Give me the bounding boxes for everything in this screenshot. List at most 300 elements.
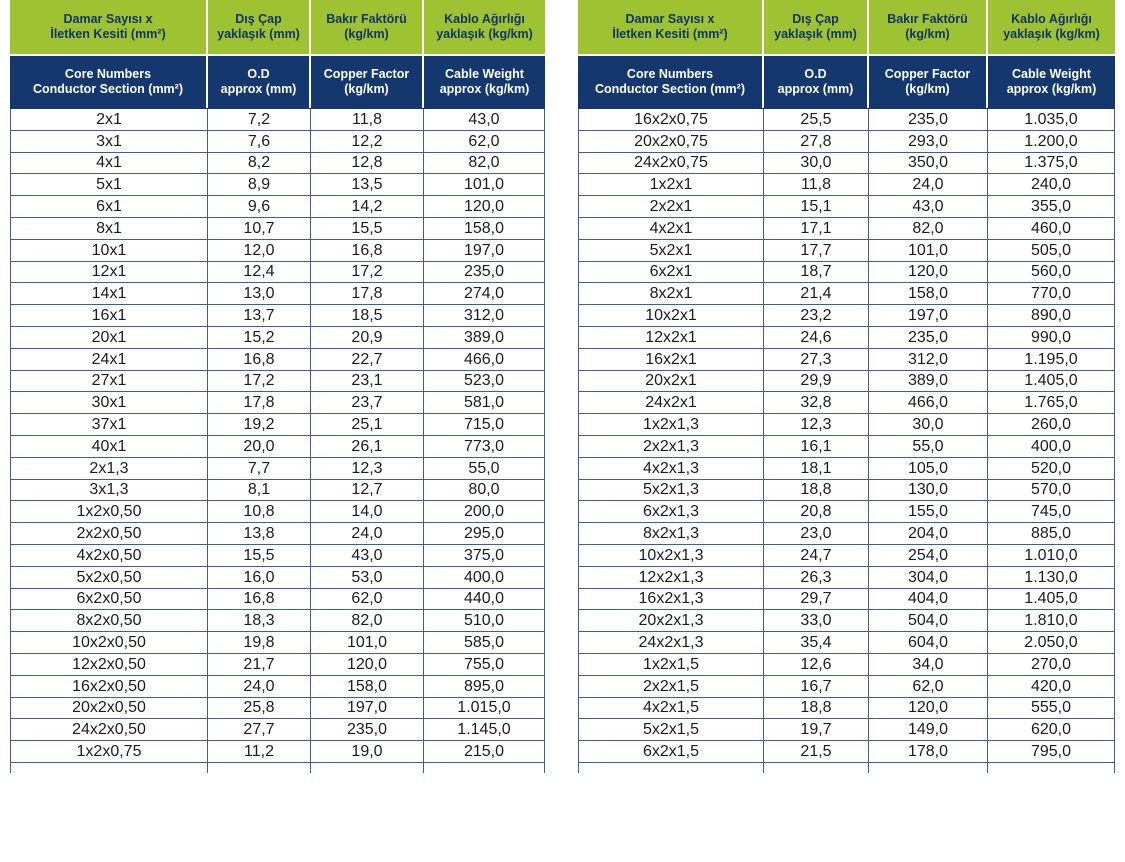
core-section-header-en — [10, 56, 208, 108]
outer-diameter-cell: 13,8 — [208, 523, 311, 545]
cable-weight-cell: 215,0 — [424, 741, 545, 763]
core-section-cell: 6x2x1,5 — [578, 741, 764, 763]
table-body — [578, 108, 1115, 773]
cable-table-left — [10, 0, 545, 773]
copper-factor-cell: 19,0 — [311, 741, 424, 763]
core-section-cell: 24x2x0,50 — [10, 719, 208, 741]
empty-cell — [988, 763, 1115, 773]
table-row — [578, 218, 1115, 240]
copper-factor-cell: 12,8 — [311, 153, 424, 175]
core-section-cell: 1x2x1,5 — [578, 654, 764, 676]
outer-diameter-cell: 20,0 — [208, 436, 311, 458]
table-row — [578, 174, 1115, 196]
outer-diameter-cell: 7,6 — [208, 131, 311, 153]
outer-diameter-header-en — [208, 56, 311, 108]
cable-weight-cell: 1.765,0 — [988, 392, 1115, 414]
copper-factor-cell: 504,0 — [869, 610, 988, 632]
copper-factor-cell: 22,7 — [311, 349, 424, 371]
core-section-cell: 3x1,3 — [10, 480, 208, 502]
header-text-line: (kg/km) — [344, 82, 389, 96]
copper-factor-cell: 312,0 — [869, 349, 988, 371]
cable-weight-cell: 510,0 — [424, 610, 545, 632]
copper-factor-cell: 15,5 — [311, 218, 424, 240]
table-row — [10, 218, 545, 240]
header-text-line: Conductor Section (mm²) — [595, 82, 745, 96]
table-row — [578, 196, 1115, 218]
copper-factor-cell: 235,0 — [311, 719, 424, 741]
header-text-line: O.D — [247, 67, 270, 81]
copper-factor-cell: 350,0 — [869, 153, 988, 175]
core-section-cell: 8x2x1,3 — [578, 523, 764, 545]
core-section-cell: 16x2x1 — [578, 349, 764, 371]
header-text-line: Bakır Faktörü — [326, 12, 407, 26]
cable-weight-cell: 200,0 — [424, 501, 545, 523]
table-row — [578, 610, 1115, 632]
table-row — [10, 654, 545, 676]
core-section-cell: 2x2x0,50 — [10, 523, 208, 545]
cable-weight-cell: 2.050,0 — [988, 632, 1115, 654]
core-section-cell: 10x2x1,3 — [578, 545, 764, 567]
core-section-cell: 12x2x1,3 — [578, 567, 764, 589]
cable-weight-cell: 80,0 — [424, 480, 545, 502]
cable-weight-cell: 523,0 — [424, 371, 545, 393]
table-row — [578, 741, 1115, 763]
outer-diameter-cell: 13,0 — [208, 283, 311, 305]
table-row-cut-off — [578, 763, 1115, 773]
empty-cell — [424, 763, 545, 773]
cable-weight-cell: 197,0 — [424, 240, 545, 262]
cable-weight-cell: 466,0 — [424, 349, 545, 371]
cable-weight-cell: 375,0 — [424, 545, 545, 567]
core-section-cell: 4x2x1 — [578, 218, 764, 240]
cable-weight-cell: 1.405,0 — [988, 371, 1115, 393]
table-row — [578, 436, 1115, 458]
table-row — [578, 131, 1115, 153]
outer-diameter-cell: 21,4 — [764, 283, 869, 305]
header-row-english — [10, 56, 545, 108]
table-row — [578, 262, 1115, 284]
copper-factor-cell: 235,0 — [869, 109, 988, 131]
copper-factor-header-en — [869, 56, 988, 108]
header-row-turkish — [10, 0, 545, 54]
cable-weight-header-en — [988, 56, 1115, 108]
core-section-cell: 20x2x0,75 — [578, 131, 764, 153]
empty-cell — [869, 763, 988, 773]
copper-factor-cell: 158,0 — [311, 676, 424, 698]
copper-factor-header-tr — [869, 0, 988, 54]
copper-factor-cell: 120,0 — [869, 262, 988, 284]
core-section-cell: 4x2x1,3 — [578, 458, 764, 480]
cable-weight-cell: 570,0 — [988, 480, 1115, 502]
copper-factor-cell: 43,0 — [869, 196, 988, 218]
copper-factor-cell: 62,0 — [869, 676, 988, 698]
table-row — [578, 480, 1115, 502]
outer-diameter-cell: 21,7 — [208, 654, 311, 676]
table-row — [10, 327, 545, 349]
outer-diameter-header-tr — [208, 0, 311, 54]
cable-weight-cell: 745,0 — [988, 501, 1115, 523]
cable-weight-cell: 1.405,0 — [988, 589, 1115, 611]
header-text-line: approx (kg/km) — [439, 82, 530, 96]
copper-factor-cell: 466,0 — [869, 392, 988, 414]
cable-weight-cell: 240,0 — [988, 174, 1115, 196]
copper-factor-cell: 17,2 — [311, 262, 424, 284]
cable-weight-cell: 312,0 — [424, 305, 545, 327]
outer-diameter-cell: 20,8 — [764, 501, 869, 523]
outer-diameter-cell: 8,2 — [208, 153, 311, 175]
cable-weight-cell: 1.010,0 — [988, 545, 1115, 567]
header-text-line: İletken Kesiti (mm²) — [612, 27, 728, 41]
header-text-line: Conductor Section (mm²) — [33, 82, 183, 96]
core-section-cell: 40x1 — [10, 436, 208, 458]
table-row — [10, 371, 545, 393]
outer-diameter-cell: 16,1 — [764, 436, 869, 458]
outer-diameter-cell: 15,1 — [764, 196, 869, 218]
copper-factor-cell: 14,0 — [311, 501, 424, 523]
cable-table-right — [578, 0, 1115, 773]
table-row — [10, 698, 545, 720]
cable-weight-cell: 773,0 — [424, 436, 545, 458]
table-row — [10, 196, 545, 218]
cable-weight-cell: 389,0 — [424, 327, 545, 349]
cable-weight-cell: 715,0 — [424, 414, 545, 436]
outer-diameter-cell: 15,2 — [208, 327, 311, 349]
copper-factor-cell: 197,0 — [311, 698, 424, 720]
cable-weight-cell: 990,0 — [988, 327, 1115, 349]
core-section-cell: 10x1 — [10, 240, 208, 262]
table-row — [10, 458, 545, 480]
cable-weight-cell: 895,0 — [424, 676, 545, 698]
header-text-line: Dış Çap — [792, 12, 839, 26]
header-text-line: O.D — [804, 67, 827, 81]
outer-diameter-cell: 30,0 — [764, 153, 869, 175]
copper-factor-cell: 101,0 — [869, 240, 988, 262]
outer-diameter-cell: 18,3 — [208, 610, 311, 632]
cable-weight-cell: 520,0 — [988, 458, 1115, 480]
table-row — [578, 654, 1115, 676]
outer-diameter-cell: 29,7 — [764, 589, 869, 611]
outer-diameter-cell: 27,7 — [208, 719, 311, 741]
table-row — [10, 349, 545, 371]
cable-weight-cell: 235,0 — [424, 262, 545, 284]
cable-weight-header-tr — [424, 0, 545, 54]
cable-weight-header-en — [424, 56, 545, 108]
outer-diameter-cell: 18,1 — [764, 458, 869, 480]
header-text-line: Core Numbers — [626, 67, 714, 81]
header-text-line: yaklaşık (kg/km) — [1003, 27, 1100, 41]
table-row — [578, 240, 1115, 262]
outer-diameter-cell: 16,8 — [208, 349, 311, 371]
header-text-line: approx (kg/km) — [1006, 82, 1097, 96]
copper-factor-cell: 16,8 — [311, 240, 424, 262]
cable-weight-cell: 890,0 — [988, 305, 1115, 327]
cable-weight-cell: 1.195,0 — [988, 349, 1115, 371]
copper-factor-cell: 17,8 — [311, 283, 424, 305]
empty-cell — [578, 763, 764, 773]
outer-diameter-cell: 29,9 — [764, 371, 869, 393]
table-row — [578, 567, 1115, 589]
outer-diameter-cell: 23,0 — [764, 523, 869, 545]
copper-factor-cell: 130,0 — [869, 480, 988, 502]
outer-diameter-cell: 12,6 — [764, 654, 869, 676]
header-text-line: Core Numbers — [64, 67, 152, 81]
cable-weight-cell: 585,0 — [424, 632, 545, 654]
table-row — [10, 523, 545, 545]
core-section-cell: 20x2x1 — [578, 371, 764, 393]
cable-weight-cell: 770,0 — [988, 283, 1115, 305]
core-section-cell: 24x1 — [10, 349, 208, 371]
copper-factor-cell: 120,0 — [311, 654, 424, 676]
copper-factor-cell: 149,0 — [869, 719, 988, 741]
core-section-cell: 14x1 — [10, 283, 208, 305]
header-text-line: Damar Sayısı x — [63, 12, 153, 26]
table-row — [10, 305, 545, 327]
table-row — [578, 371, 1115, 393]
header-text-line: Copper Factor — [323, 67, 410, 81]
table-row — [578, 283, 1115, 305]
outer-diameter-cell: 19,8 — [208, 632, 311, 654]
cable-weight-cell: 120,0 — [424, 196, 545, 218]
header-text-line: Kablo Ağırlığı — [1011, 12, 1092, 26]
cable-weight-cell: 555,0 — [988, 698, 1115, 720]
core-section-cell: 16x2x1,3 — [578, 589, 764, 611]
copper-factor-cell: 20,9 — [311, 327, 424, 349]
core-section-cell: 16x2x0,75 — [578, 109, 764, 131]
table-row-cut-off — [10, 763, 545, 773]
outer-diameter-cell: 10,8 — [208, 501, 311, 523]
copper-factor-cell: 12,7 — [311, 480, 424, 502]
cable-weight-cell: 101,0 — [424, 174, 545, 196]
cable-weight-cell: 400,0 — [424, 567, 545, 589]
header-text-line: yaklaşık (mm) — [217, 27, 300, 41]
copper-factor-cell: 34,0 — [869, 654, 988, 676]
core-section-cell: 4x2x0,50 — [10, 545, 208, 567]
copper-factor-cell: 155,0 — [869, 501, 988, 523]
cable-weight-cell: 1.035,0 — [988, 109, 1115, 131]
copper-factor-cell: 604,0 — [869, 632, 988, 654]
outer-diameter-cell: 26,3 — [764, 567, 869, 589]
core-section-cell: 10x2x0,50 — [10, 632, 208, 654]
table-row — [10, 436, 545, 458]
outer-diameter-cell: 27,3 — [764, 349, 869, 371]
copper-factor-cell: 23,1 — [311, 371, 424, 393]
table-row — [578, 327, 1115, 349]
header-text-line: Cable Weight — [445, 67, 524, 81]
table-row — [578, 589, 1115, 611]
outer-diameter-cell: 24,0 — [208, 676, 311, 698]
cable-weight-cell: 82,0 — [424, 153, 545, 175]
cable-weight-cell: 420,0 — [988, 676, 1115, 698]
outer-diameter-cell: 7,2 — [208, 109, 311, 131]
outer-diameter-cell: 27,8 — [764, 131, 869, 153]
cable-weight-cell: 505,0 — [988, 240, 1115, 262]
cable-weight-cell: 440,0 — [424, 589, 545, 611]
table-row — [578, 458, 1115, 480]
cable-weight-cell: 400,0 — [988, 436, 1115, 458]
core-section-cell: 2x2x1,3 — [578, 436, 764, 458]
cable-weight-cell: 62,0 — [424, 131, 545, 153]
outer-diameter-cell: 19,7 — [764, 719, 869, 741]
table-row — [10, 174, 545, 196]
outer-diameter-cell: 17,2 — [208, 371, 311, 393]
outer-diameter-cell: 25,8 — [208, 698, 311, 720]
empty-cell — [10, 763, 208, 773]
core-section-cell: 16x2x0,50 — [10, 676, 208, 698]
core-section-cell: 24x2x1,3 — [578, 632, 764, 654]
outer-diameter-cell: 17,8 — [208, 392, 311, 414]
table-row — [578, 414, 1115, 436]
outer-diameter-cell: 33,0 — [764, 610, 869, 632]
cable-weight-cell: 1.375,0 — [988, 153, 1115, 175]
outer-diameter-cell: 23,2 — [764, 305, 869, 327]
cable-weight-header-tr — [988, 0, 1115, 54]
header-text-line: approx (mm) — [777, 82, 854, 96]
copper-factor-cell: 18,5 — [311, 305, 424, 327]
header-text-line: Dış Çap — [235, 12, 282, 26]
core-section-cell: 1x2x1,3 — [578, 414, 764, 436]
table-row — [10, 414, 545, 436]
table-row — [578, 109, 1115, 131]
core-section-cell: 2x1 — [10, 109, 208, 131]
table-row — [10, 610, 545, 632]
header-text-line: yaklaşık (mm) — [774, 27, 857, 41]
outer-diameter-cell: 18,8 — [764, 480, 869, 502]
core-section-cell: 12x1 — [10, 262, 208, 284]
header-text-line: (kg/km) — [905, 82, 950, 96]
table-row — [578, 698, 1115, 720]
outer-diameter-cell: 10,7 — [208, 218, 311, 240]
core-section-cell: 6x1 — [10, 196, 208, 218]
core-section-cell: 5x2x0,50 — [10, 567, 208, 589]
table-row — [578, 523, 1115, 545]
copper-factor-cell: 62,0 — [311, 589, 424, 611]
table-row — [10, 676, 545, 698]
outer-diameter-cell: 7,7 — [208, 458, 311, 480]
outer-diameter-cell: 8,9 — [208, 174, 311, 196]
table-row — [10, 131, 545, 153]
core-section-cell: 1x2x0,75 — [10, 741, 208, 763]
cable-weight-cell: 1.810,0 — [988, 610, 1115, 632]
table-row — [10, 501, 545, 523]
copper-factor-cell: 82,0 — [311, 610, 424, 632]
outer-diameter-cell: 11,8 — [764, 174, 869, 196]
table-row — [10, 589, 545, 611]
core-section-cell: 6x2x0,50 — [10, 589, 208, 611]
core-section-cell: 5x2x1 — [578, 240, 764, 262]
core-section-cell: 4x2x1,5 — [578, 698, 764, 720]
header-text-line: (kg/km) — [344, 27, 389, 41]
copper-factor-header-tr — [311, 0, 424, 54]
outer-diameter-cell: 19,2 — [208, 414, 311, 436]
table-row — [10, 283, 545, 305]
header-text-line: yaklaşık (kg/km) — [436, 27, 533, 41]
outer-diameter-cell: 9,6 — [208, 196, 311, 218]
table-row — [578, 501, 1115, 523]
outer-diameter-cell: 24,6 — [764, 327, 869, 349]
core-section-cell: 4x1 — [10, 153, 208, 175]
copper-factor-cell: 24,0 — [869, 174, 988, 196]
core-section-header-tr — [10, 0, 208, 54]
copper-factor-cell: 12,2 — [311, 131, 424, 153]
copper-factor-cell: 101,0 — [311, 632, 424, 654]
cable-weight-cell: 1.015,0 — [424, 698, 545, 720]
copper-factor-cell: 204,0 — [869, 523, 988, 545]
core-section-cell: 30x1 — [10, 392, 208, 414]
header-text-line: Cable Weight — [1012, 67, 1091, 81]
cable-weight-cell: 620,0 — [988, 719, 1115, 741]
outer-diameter-cell: 11,2 — [208, 741, 311, 763]
core-section-cell: 2x2x1,5 — [578, 676, 764, 698]
table-row — [578, 349, 1115, 371]
cable-weight-cell: 55,0 — [424, 458, 545, 480]
header-row-turkish — [578, 0, 1115, 54]
table-row — [578, 676, 1115, 698]
core-section-cell: 12x2x0,50 — [10, 654, 208, 676]
core-section-cell: 24x2x1 — [578, 392, 764, 414]
cable-weight-cell: 158,0 — [424, 218, 545, 240]
table-row — [10, 392, 545, 414]
outer-diameter-cell: 15,5 — [208, 545, 311, 567]
outer-diameter-cell: 17,1 — [764, 218, 869, 240]
table-row — [10, 262, 545, 284]
cable-weight-cell: 43,0 — [424, 109, 545, 131]
cable-weight-cell: 274,0 — [424, 283, 545, 305]
cable-weight-cell: 1.145,0 — [424, 719, 545, 741]
copper-factor-cell: 11,8 — [311, 109, 424, 131]
cable-weight-cell: 885,0 — [988, 523, 1115, 545]
outer-diameter-header-en — [764, 56, 869, 108]
outer-diameter-cell: 32,8 — [764, 392, 869, 414]
outer-diameter-cell: 25,5 — [764, 109, 869, 131]
outer-diameter-cell: 12,0 — [208, 240, 311, 262]
copper-factor-cell: 304,0 — [869, 567, 988, 589]
cable-weight-cell: 355,0 — [988, 196, 1115, 218]
core-section-cell: 5x2x1,5 — [578, 719, 764, 741]
core-section-cell: 8x1 — [10, 218, 208, 240]
copper-factor-cell: 53,0 — [311, 567, 424, 589]
table-row — [10, 240, 545, 262]
copper-factor-cell: 26,1 — [311, 436, 424, 458]
core-section-cell: 20x2x1,3 — [578, 610, 764, 632]
table-row — [578, 632, 1115, 654]
outer-diameter-cell: 13,7 — [208, 305, 311, 327]
core-section-header-en — [578, 56, 764, 108]
core-section-cell: 12x2x1 — [578, 327, 764, 349]
table-row — [578, 305, 1115, 327]
copper-factor-cell: 178,0 — [869, 741, 988, 763]
outer-diameter-cell: 35,4 — [764, 632, 869, 654]
core-section-cell: 5x1 — [10, 174, 208, 196]
empty-cell — [208, 763, 311, 773]
table-row — [10, 153, 545, 175]
core-section-cell: 20x2x0,50 — [10, 698, 208, 720]
cable-weight-cell: 1.200,0 — [988, 131, 1115, 153]
core-section-cell: 3x1 — [10, 131, 208, 153]
copper-factor-cell: 43,0 — [311, 545, 424, 567]
core-section-cell: 8x2x1 — [578, 283, 764, 305]
header-text-line: (kg/km) — [905, 27, 950, 41]
table-row — [578, 719, 1115, 741]
copper-factor-cell: 25,1 — [311, 414, 424, 436]
cable-weight-cell: 581,0 — [424, 392, 545, 414]
copper-factor-cell: 23,7 — [311, 392, 424, 414]
outer-diameter-cell: 8,1 — [208, 480, 311, 502]
copper-factor-cell: 30,0 — [869, 414, 988, 436]
copper-factor-cell: 12,3 — [311, 458, 424, 480]
table-row — [10, 632, 545, 654]
header-text-line: Damar Sayısı x — [625, 12, 715, 26]
cable-weight-cell: 795,0 — [988, 741, 1115, 763]
